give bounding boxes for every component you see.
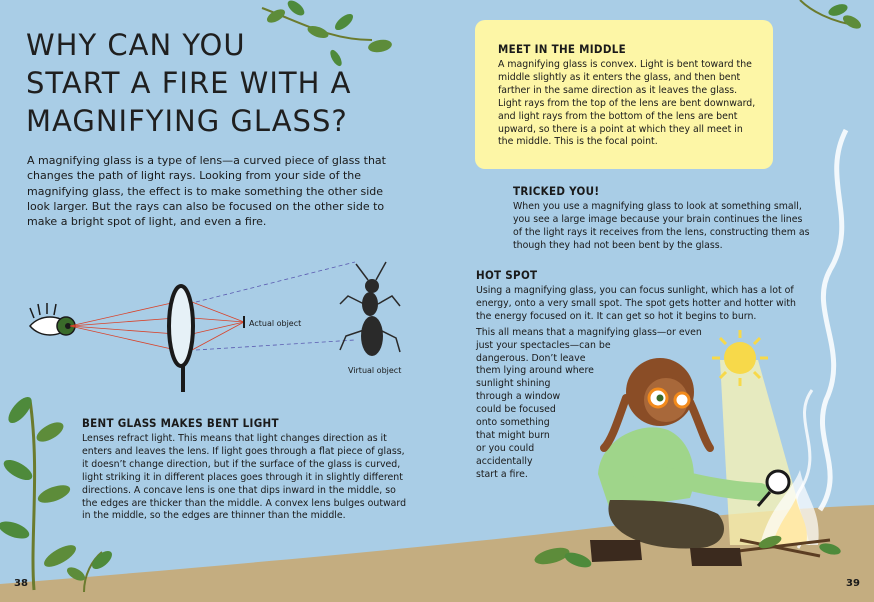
warning-line: This all means that a magnifying glass—or even: [476, 326, 702, 338]
hot-spot-body: [476, 285, 796, 324]
bent-glass-line: enters and leaves the lens. If light goes through a flat piece of glass,: [82, 445, 405, 457]
meet-middle-line: farther in the same direction as it leaves the glass.: [498, 84, 738, 96]
meet-middle-line: middle slightly as it enters the glass, and then bent: [498, 71, 741, 83]
title-line: MAGNIFYING GLASS?: [26, 104, 348, 138]
meet-middle-section: [498, 42, 755, 149]
intro-paragraph: [27, 153, 387, 229]
intro-line: make a bright spot of light, and even a fire.: [27, 215, 267, 229]
tricked-line: though they had not been bent by the glass.: [513, 239, 723, 251]
page-number-right: 39: [846, 578, 860, 589]
warning-line: onto something: [476, 417, 550, 429]
title-line: START A FIRE WITH A: [26, 66, 352, 100]
warning-line: through a window: [476, 391, 561, 403]
warning-line: accidentally: [476, 455, 533, 467]
bent-glass-line: the edges are thicker than the middle. A convex lens bulges outward: [82, 497, 407, 509]
hot-spot-heading: HOT SPOT: [476, 268, 538, 282]
warning-line: could be focused: [476, 404, 556, 416]
meet-middle-line: Light rays from the top of the lens are bent downward,: [498, 97, 756, 109]
hot-spot-line: energy, onto a very small spot. The spot gets hotter and hotter with: [476, 297, 796, 309]
hot-spot-section: [476, 268, 796, 482]
tricked-heading: TRICKED YOU!: [513, 184, 600, 198]
warning-line: just your spectacles—can be: [476, 339, 611, 351]
meet-middle-line: A magnifying glass is convex. Light is bent toward the: [498, 59, 752, 70]
bent-glass-section: [82, 416, 406, 523]
bent-glass-body: [82, 433, 406, 523]
bent-glass-line: light striking it in different places goes through it in slightly different: [82, 471, 403, 483]
meet-middle-line: and light rays from the bottom of the lens are bent: [498, 110, 738, 122]
meet-middle-heading: MEET IN THE MIDDLE: [498, 42, 626, 56]
meet-middle-line: the middle. This is the focal point.: [498, 136, 658, 148]
meet-middle-line: upward, so there is a point at which they all meet in: [498, 123, 743, 135]
bent-glass-line: directions. A concave lens is one that dips inward in the middle, so: [82, 484, 396, 496]
intro-line: magnifying glass, the effect is to make something the other side: [27, 184, 384, 198]
page-title: [26, 26, 446, 140]
intro-line: look larger. But the rays can also be focused on the other side to: [27, 199, 385, 213]
tricked-line: you see a large image because your brain continues the lines: [513, 213, 803, 225]
bent-glass-line: Lenses refract light. This means that light changes direction as it: [82, 433, 387, 444]
warning-line: dangerous. Don’t leave: [476, 352, 586, 364]
warning-line: them lying around where: [476, 365, 594, 377]
warning-line: sunlight shining: [476, 378, 551, 390]
hot-spot-line: the energy focused on it. It can get so hot it begins to burn.: [476, 310, 757, 322]
bent-glass-heading: BENT GLASS MAKES BENT LIGHT: [82, 416, 279, 430]
meet-middle-body: [498, 59, 755, 149]
hot-spot-warning: [476, 327, 796, 482]
hot-spot-line: Using a magnifying glass, you can focus sunlight, which has a lot of: [476, 285, 794, 296]
warning-line: that might burn: [476, 429, 550, 441]
tricked-line: of the light rays it receives from the lens, constructing them as: [513, 226, 810, 238]
virtual-object-label: Virtual object: [348, 366, 402, 375]
warning-line: start a fire.: [476, 468, 528, 480]
tricked-body: [513, 201, 809, 253]
page-number-left: 38: [14, 578, 28, 589]
intro-line: changes the path of light rays. Looking from your side of the: [27, 169, 362, 183]
intro-line: A magnifying glass is a type of lens—a curved piece of glass that: [27, 154, 386, 167]
actual-object-label: Actual object: [249, 319, 302, 328]
tricked-section: [513, 184, 809, 253]
tricked-line: When you use a magnifying glass to look at something small,: [513, 201, 802, 212]
warning-line: or you could: [476, 442, 535, 454]
bent-glass-line: it doesn’t change direction, but if the surface of the glass is curved,: [82, 458, 401, 470]
title-line: WHY CAN YOU: [26, 28, 246, 62]
bent-glass-line: in the middle, so the edges are thinner than the middle.: [82, 510, 346, 522]
